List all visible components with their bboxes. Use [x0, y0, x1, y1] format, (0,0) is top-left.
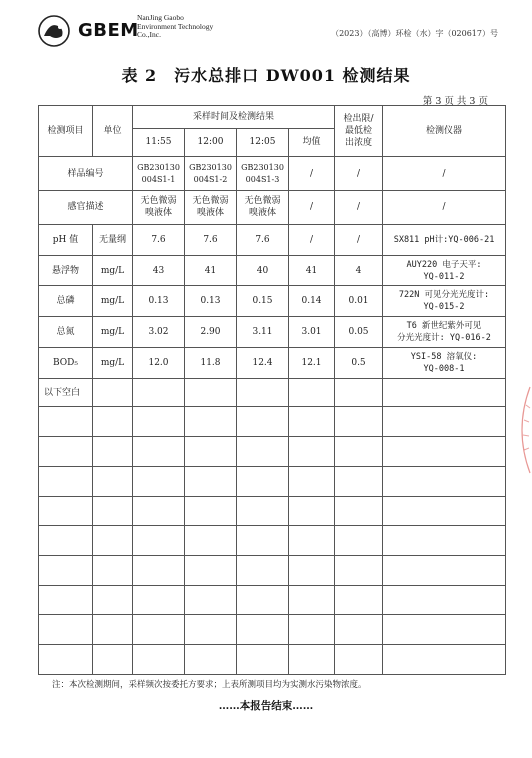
- sample-id-line: 004S1-3: [245, 174, 280, 184]
- unit-cell: mg/L: [93, 347, 133, 378]
- results-table: [38, 105, 506, 675]
- sensory-line: 无色微弱: [192, 196, 229, 207]
- report-number: （2023）（高博）环检（水）字（020617）号: [331, 29, 498, 38]
- header-item: 检测项目: [39, 106, 93, 157]
- empty-row: [39, 496, 506, 526]
- header-limit-line: 最低检: [345, 126, 373, 137]
- avg-cell: 41: [289, 255, 335, 286]
- blank-note-row: [39, 378, 506, 407]
- header-row: [39, 106, 506, 129]
- header-sampling: 采样时间及检测结果: [133, 106, 335, 129]
- value-cell: 2.90: [185, 317, 237, 348]
- sample-limit: /: [335, 157, 383, 191]
- value-cell: 7.6: [133, 224, 185, 255]
- instrument-line: 722N 可见分光光度计:: [398, 290, 490, 301]
- red-stamp-icon: [512, 385, 532, 475]
- sensory-limit: /: [335, 191, 383, 225]
- header-unit: 单位: [93, 106, 133, 157]
- instrument-line: SX811 pH计:YQ-006-21: [393, 234, 495, 245]
- result-row-bod: [39, 347, 506, 378]
- instrument-line: YQ-008-1: [423, 363, 465, 374]
- company-line: NanJing Gaobo: [137, 13, 184, 22]
- result-row-ph: [39, 224, 506, 255]
- unit-cell: 无量纲: [93, 224, 133, 255]
- result-row-ss: [39, 255, 506, 286]
- result-row-tn: [39, 317, 506, 348]
- empty-row: [39, 615, 506, 645]
- avg-cell: 0.14: [289, 286, 335, 317]
- company-line: Environment Technology: [137, 21, 214, 31]
- instrument-cell: [383, 347, 506, 378]
- footnote: 注：本次检测期间，采样频次按委托方要求；上表所测项目均为实测水污染物浓度。: [52, 680, 367, 690]
- item-cell: BOD₅: [39, 347, 93, 378]
- empty-row: [39, 555, 506, 585]
- sample-avg: /: [289, 157, 335, 191]
- instrument-cell: [383, 224, 506, 255]
- instrument-line: YQ-015-2: [423, 302, 465, 313]
- header-limit-line: 出浓度: [345, 138, 373, 149]
- time-cell: 11:55: [133, 128, 185, 157]
- sample-id-line: GB230130: [137, 162, 180, 172]
- empty-row: [39, 585, 506, 615]
- value-cell: 12.4: [237, 347, 289, 378]
- header-limit-line: 检出限/: [343, 114, 374, 125]
- instrument-line: YQ-011-2: [423, 271, 465, 282]
- sensory-line: 嗅液体: [248, 208, 276, 219]
- value-cell: 3.02: [133, 317, 185, 348]
- instrument-cell: [383, 255, 506, 286]
- value-cell: 7.6: [237, 224, 289, 255]
- value-cell: 7.6: [185, 224, 237, 255]
- logo-text: GBEM: [78, 20, 139, 41]
- value-cell: 41: [185, 255, 237, 286]
- page-number: 第 3 页 共 3 页: [422, 96, 488, 107]
- value-cell: 0.13: [133, 286, 185, 317]
- header-avg: 均值: [289, 128, 335, 157]
- item-cell: pH 值: [39, 224, 93, 255]
- table-title: 表 2 污水总排口 DW001 检测结果: [121, 66, 411, 85]
- unit-cell: mg/L: [93, 286, 133, 317]
- avg-cell: /: [289, 224, 335, 255]
- item-cell: 悬浮物: [39, 255, 93, 286]
- value-cell: 43: [133, 255, 185, 286]
- sample-id-line: GB230130: [241, 162, 284, 172]
- instrument-cell: [383, 286, 506, 317]
- unit-cell: mg/L: [93, 255, 133, 286]
- unit-cell: mg/L: [93, 317, 133, 348]
- time-cell: 12:05: [237, 128, 289, 157]
- limit-cell: /: [335, 224, 383, 255]
- sample-id-cell: [237, 157, 289, 191]
- header-instrument: 检测仪器: [383, 106, 506, 157]
- time-cell: 12:00: [185, 128, 237, 157]
- empty-row: [39, 437, 506, 467]
- sensory-line: 嗅液体: [144, 208, 172, 219]
- limit-cell: 0.5: [335, 347, 383, 378]
- instrument-cell: [383, 317, 506, 348]
- sample-id-line: 004S1-1: [141, 174, 176, 184]
- instrument-line: AUY220 电子天平:: [406, 259, 482, 270]
- gbem-logo-icon: [36, 14, 72, 48]
- report-end: ……本报告结束……: [218, 700, 314, 712]
- sensory-row: [39, 191, 506, 225]
- empty-row: [39, 645, 506, 675]
- sensory-avg: /: [289, 191, 335, 225]
- limit-cell: 4: [335, 255, 383, 286]
- instrument-line: T6 新世纪紫外可见: [406, 321, 482, 332]
- empty-row: [39, 526, 506, 556]
- limit-cell: 0.01: [335, 286, 383, 317]
- sample-id-label: 样品编号: [39, 157, 133, 191]
- blank-note: 以下空白: [39, 378, 93, 407]
- sensory-instrument: /: [383, 191, 506, 225]
- result-row-tp: [39, 286, 506, 317]
- report-header: [36, 12, 506, 52]
- empty-row: [39, 407, 506, 437]
- sensory-cell: [133, 191, 185, 225]
- sensory-label: 感官描述: [39, 191, 133, 225]
- sensory-cell: [185, 191, 237, 225]
- company-name: [137, 14, 213, 40]
- instrument-line: YSI-58 溶氧仪:: [410, 351, 478, 362]
- sample-id-line: GB230130: [189, 162, 232, 172]
- value-cell: 40: [237, 255, 289, 286]
- sample-instrument: /: [383, 157, 506, 191]
- empty-row: [39, 466, 506, 496]
- sensory-cell: [237, 191, 289, 225]
- value-cell: 0.15: [237, 286, 289, 317]
- instrument-line: 分光光度计: YQ-016-2: [397, 333, 491, 344]
- item-cell: 总磷: [39, 286, 93, 317]
- avg-cell: 3.01: [289, 317, 335, 348]
- sample-id-line: 004S1-2: [193, 174, 228, 184]
- item-cell: 总氮: [39, 317, 93, 348]
- value-cell: 12.0: [133, 347, 185, 378]
- sample-id-row: [39, 157, 506, 191]
- value-cell: 0.13: [185, 286, 237, 317]
- sensory-line: 嗅液体: [196, 208, 224, 219]
- value-cell: 11.8: [185, 347, 237, 378]
- sensory-line: 无色微弱: [244, 196, 281, 207]
- header-limit: [335, 106, 383, 157]
- avg-cell: 12.1: [289, 347, 335, 378]
- limit-cell: 0.05: [335, 317, 383, 348]
- value-cell: 3.11: [237, 317, 289, 348]
- sample-id-cell: [185, 157, 237, 191]
- sensory-line: 无色微弱: [140, 196, 177, 207]
- company-line: Co.,Inc.: [137, 30, 161, 39]
- sample-id-cell: [133, 157, 185, 191]
